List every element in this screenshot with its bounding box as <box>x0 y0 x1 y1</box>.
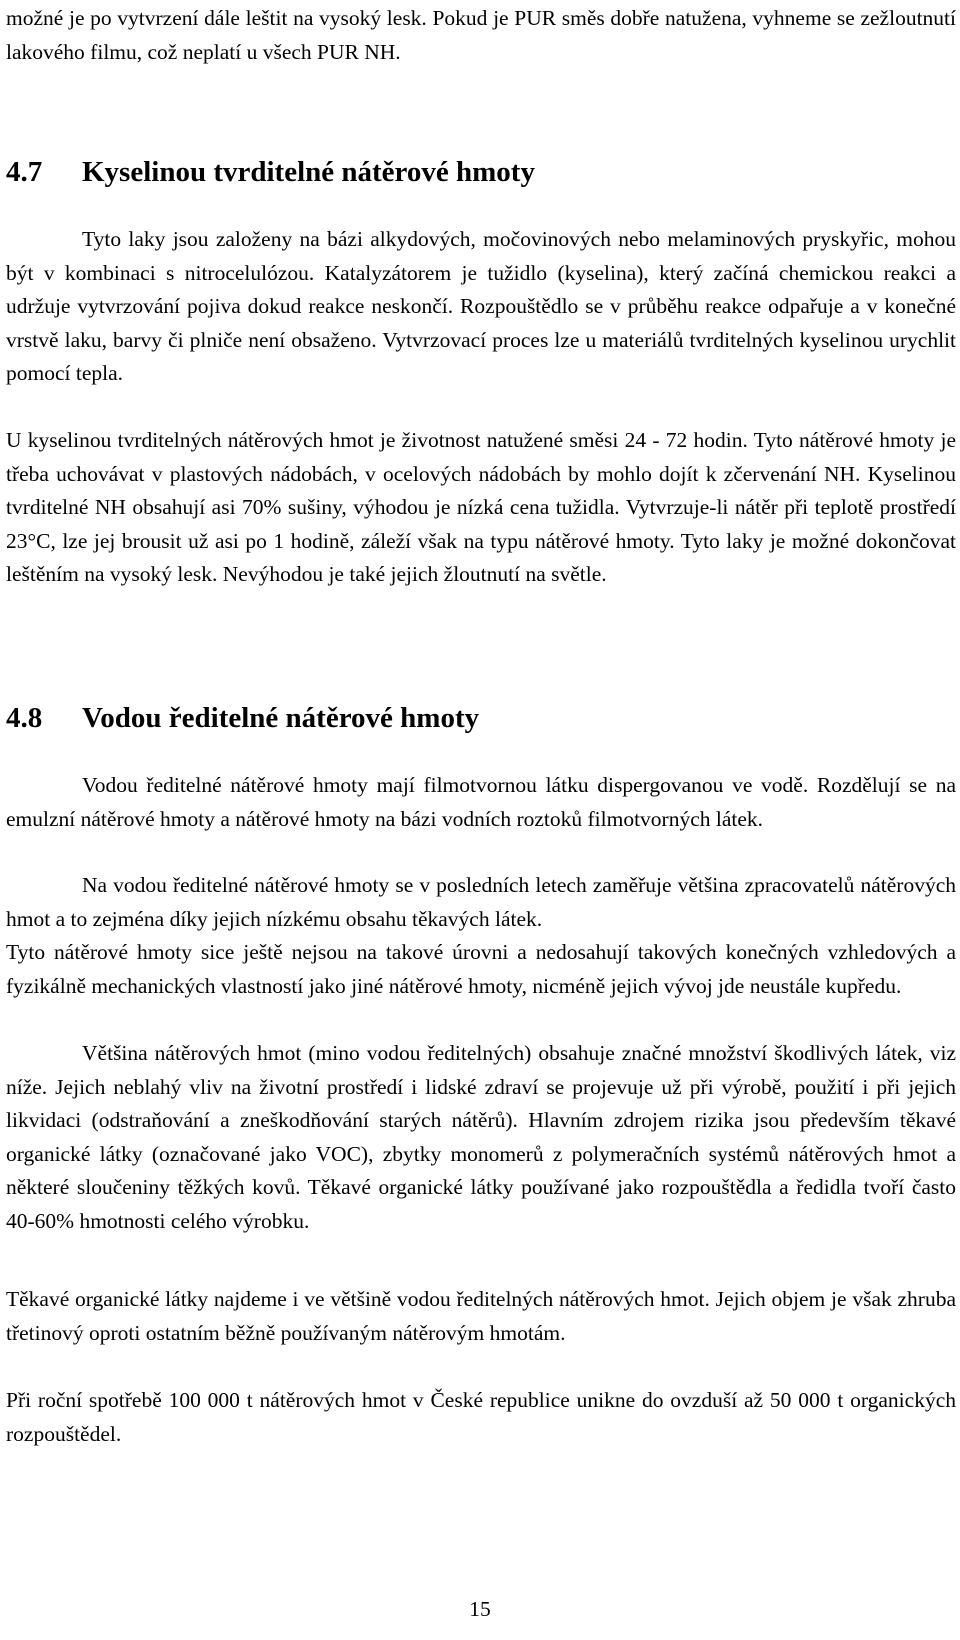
page-number: 15 <box>469 1597 491 1621</box>
section-title: Vodou ředitelné nátěrové hmoty <box>82 702 480 734</box>
paragraph: U kyselinou tvrditelných nátěrových hmot je životnost natužené směsi 24 - 72 hodin. Tyto nátěrové hmoty je třeba uchovávat v plastových nádobách, v ocelových nádobách by mohlo dojít k zčervenání NH. Kyselinou tvrditelné NH obsahují asi 70% sušiny, výhodou je nízká cena tužidla. Vytvrzuje-li nátěr při teplotě prostředí 23°C, lze jej brousit už asi po 1 hodině, záleží však na typu nátěrové hmoty. Tyto laky je možné dokončovat leštěním na vysoký lesk. Nevýhodou je také jejich žloutnutí na světle. <box>6 428 956 586</box>
paragraph: Při roční spotřebě 100 000 t nátěrových hmot v České republice unikne do ovzduší až 50 000 t organických rozpouštědel. <box>6 1388 956 1446</box>
paragraph: Tyto laky jsou založeny na bázi alkydových, močovinových nebo melaminových pryskyřic, mohou být v kombinaci s nitrocelulózou. Katalyzátorem je tužidlo (kyselina), který začíná chemickou reakci a udržuje vytvrzování pojiva dokud reakce neskončí. Rozpouštědlo se v průběhu reakce odpařuje a v konečné vrstvě laku, barvy či plniče není obsaženo. Vytvrzovací proces lze u materiálů tvrditelných kyselinou urychlit pomocí tepla. <box>6 227 956 385</box>
section-heading-4-7 <box>6 154 535 190</box>
section-heading-4-8 <box>6 700 479 736</box>
intro-paragraph: možné je po vytvrzení dále leštit na vysoký lesk. Pokud je PUR směs dobře natužena, vyhneme se zežloutnutí lakového filmu, což neplatí u všech PUR NH. <box>6 6 956 64</box>
paragraph: Tyto nátěrové hmoty sice ještě nejsou na takové úrovni a nedosahují takových konečných vzhledových a fyzikálně mechanických vlastností jako jiné nátěrové hmoty, nicméně jejich vývoj jde neustále kupředu. <box>6 940 956 998</box>
paragraph: Těkavé organické látky najdeme i ve většině vodou ředitelných nátěrových hmot. Jejich objem je však zhruba třetinový oproti ostatním běžně používaným nátěrovým hmotám. <box>6 1287 956 1345</box>
section-title: Kyselinou tvrditelné nátěrové hmoty <box>82 156 535 188</box>
paragraph: Vodou ředitelné nátěrové hmoty mají filmotvornou látku dispergovanou ve vodě. Rozdělují se na emulzní nátěrové hmoty a nátěrové hmoty na bázi vodních roztoků filmotvorných látek. <box>6 773 956 831</box>
paragraph: Na vodou ředitelné nátěrové hmoty se v posledních letech zaměřuje většina zpracovatelů nátěrových hmot a to zejména díky jejich nízkému obsahu těkavých látek. <box>6 873 956 931</box>
section-number: 4.7 <box>6 156 43 188</box>
paragraph: Většina nátěrových hmot (mino vodou ředitelných) obsahuje značné množství škodlivých látek, viz níže. Jejich neblahý vliv na životní prostředí i lidské zdraví se projevuje už při výrobě, použití i při jejich likvidaci (odstraňování a zneškodňování starých nátěrů). Hlavním zdrojem rizika jsou především těkavé organické látky (označované jako VOC), zbytky monomerů z polymeračních systémů nátěrových hmot a některé sloučeniny těžkých kovů. Těkavé organické látky používané jako rozpouštědla a ředidla tvoří často 40-60% hmotnosti celého výrobku. <box>6 1041 956 1233</box>
section-number: 4.8 <box>6 702 43 734</box>
